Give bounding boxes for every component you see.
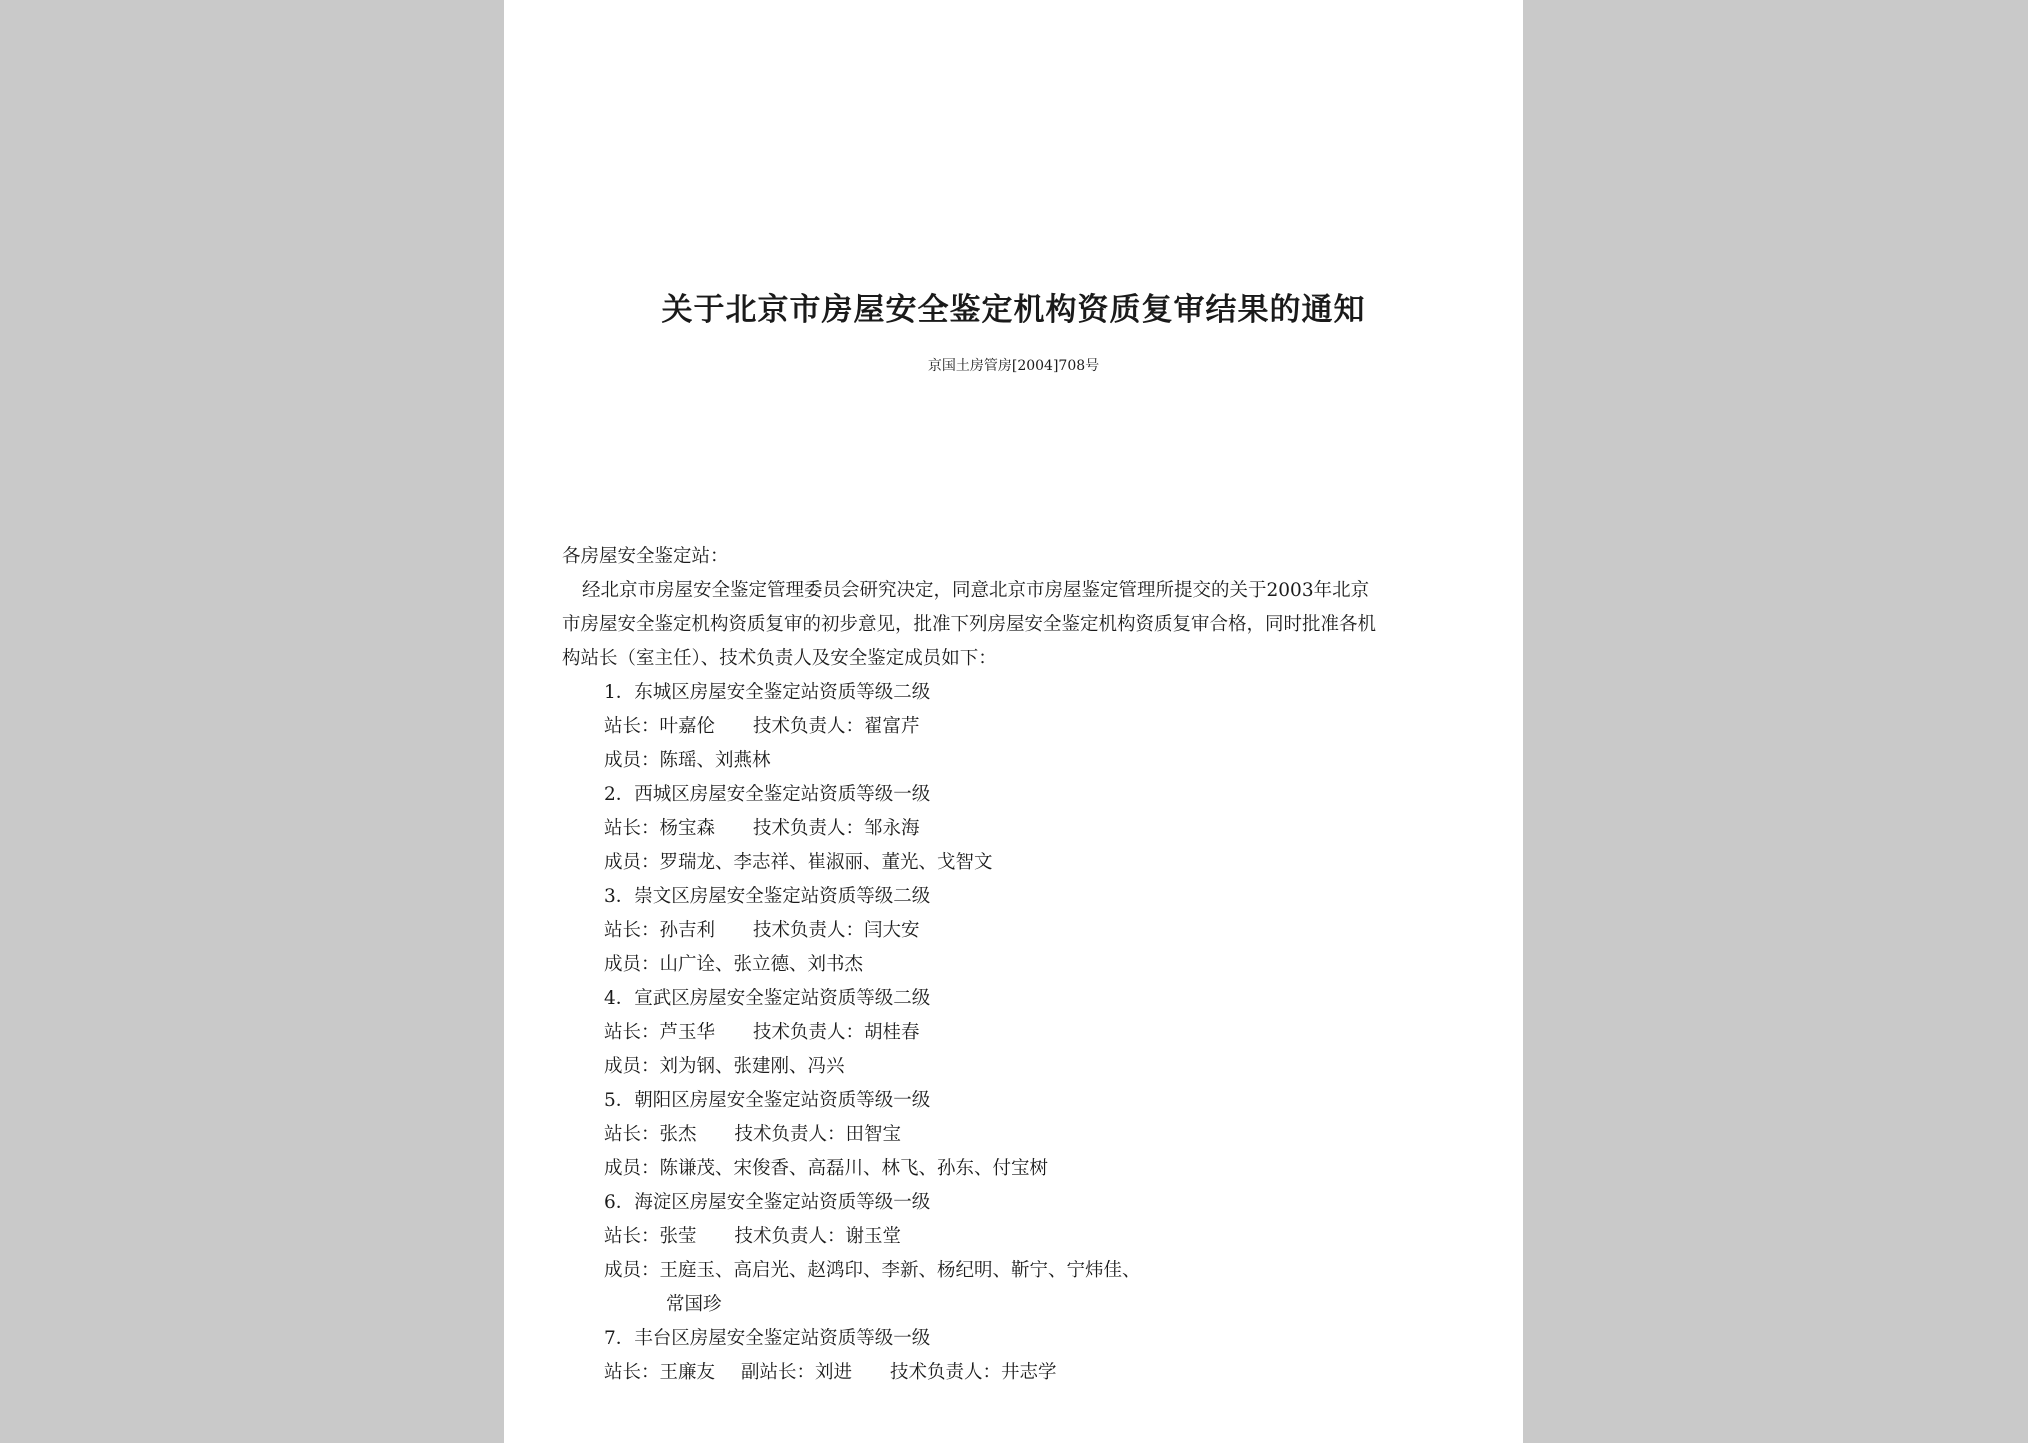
station-head: 站长：杨宝森 [604, 818, 716, 839]
station-head: 站长：孙吉利 [604, 920, 716, 941]
station-tech-lead: 技术负责人：闫大安 [753, 920, 920, 941]
station-tech-lead: 技术负责人：井志学 [890, 1362, 1057, 1383]
station-members: 成员：罗瑞龙、李志祥、崔淑丽、董光、戈智文 [604, 852, 993, 873]
station-tech-lead: 技术负责人：邹永海 [753, 818, 920, 839]
station-heading: 4．宣武区房屋安全鉴定站资质等级二级 [604, 988, 931, 1009]
station-members: 成员：陈瑶、刘燕林 [604, 750, 771, 771]
station-members: 成员：陈谦茂、宋俊香、高磊川、林飞、孙东、付宝树 [604, 1158, 1049, 1179]
station-heading: 7．丰台区房屋安全鉴定站资质等级一级 [604, 1328, 931, 1349]
station-deputy-head: 副站长：刘进 [741, 1362, 853, 1383]
salutation: 各房屋安全鉴定站： [562, 546, 729, 567]
station-heading: 6．海淀区房屋安全鉴定站资质等级一级 [604, 1192, 931, 1213]
station-leaders [562, 710, 1472, 744]
station-heading: 1．东城区房屋安全鉴定站资质等级二级 [604, 682, 931, 703]
station-head: 站长：叶嘉伦 [604, 716, 716, 737]
station-heading: 2．西城区房屋安全鉴定站资质等级一级 [604, 784, 931, 805]
station-leaders [562, 1016, 1472, 1050]
station-heading: 5．朝阳区房屋安全鉴定站资质等级一级 [604, 1090, 931, 1111]
station-members: 成员：山广诠、张立德、刘书杰 [604, 954, 864, 975]
station-tech-lead: 技术负责人：胡桂春 [753, 1022, 920, 1043]
station-tech-lead: 技术负责人：翟富芹 [753, 716, 920, 737]
station-leaders [562, 812, 1472, 846]
station-head: 站长：王廉友 [604, 1362, 716, 1383]
station-head: 站长：张莹 [604, 1226, 697, 1247]
document-title: 关于北京市房屋安全鉴定机构资质复审结果的通知 [661, 292, 1366, 328]
document-body [562, 540, 1472, 1390]
station-tech-lead: 技术负责人：谢玉堂 [734, 1226, 902, 1247]
paragraph-line: 构站长（室主任）、技术负责人及安全鉴定成员如下： [562, 648, 997, 669]
station-leaders [562, 1118, 1472, 1152]
station-leaders [562, 1356, 1472, 1390]
station-tech-lead: 技术负责人：田智宝 [734, 1124, 902, 1145]
paragraph-line: 经北京市房屋安全鉴定管理委员会研究决定，同意北京市房屋鉴定管理所提交的关于2003年北京 [582, 580, 1370, 601]
station-head: 站长：张杰 [604, 1124, 697, 1145]
station-members: 成员：刘为钢、张建刚、冯兴 [604, 1056, 845, 1077]
station-head: 站长：芦玉华 [604, 1022, 716, 1043]
paragraph-line: 市房屋安全鉴定机构资质复审的初步意见，批准下列房屋安全鉴定机构资质复审合格，同时批准各机 [562, 614, 1377, 635]
station-leaders [562, 1220, 1472, 1254]
station-heading: 3．崇文区房屋安全鉴定站资质等级二级 [604, 886, 931, 907]
station-members-continued: 常国珍 [666, 1294, 722, 1315]
station-members: 成员：王庭玉、高启光、赵鸿印、李新、杨纪明、靳宁、宁炜佳、 [604, 1260, 1141, 1281]
document-page [504, 0, 1523, 1443]
station-leaders [562, 914, 1472, 948]
document-number: 京国土房管房[2004]708号 [927, 358, 1100, 374]
